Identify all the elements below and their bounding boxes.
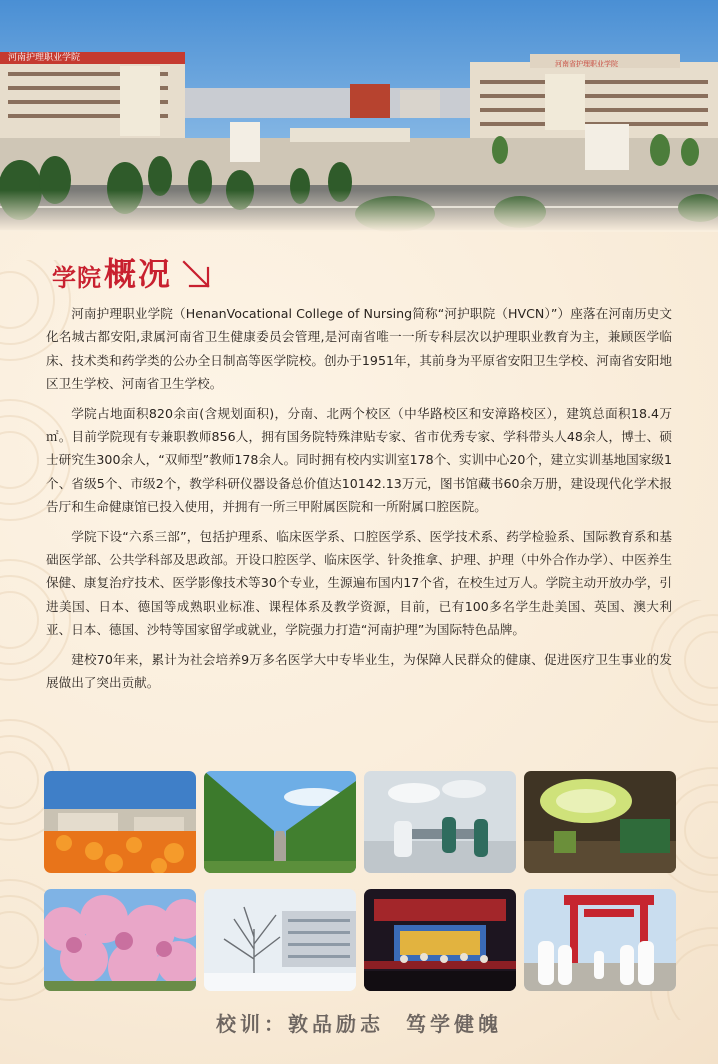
paragraph-history: 河南护理职业学院（HenanVocational College of Nursing简称“河护职院（HVCN）”）座落在河南历史文化名城古都安阳,隶属河南省卫生健康委员会管理,是河南省唯一一所专科层次以护理职业教育为主，兼顾医学临床、技术类和药学类的公办全日制高等医学院校。创办于1951年，其前身为平原省安阳卫生学校、河南省安阳地区卫生学校、河南省卫生学校。 <box>46 306 672 392</box>
school-motto <box>0 1008 718 1037</box>
motto-label: 校训： <box>216 1012 289 1036</box>
intro-body <box>46 302 672 701</box>
motto-part-2: 笃学健魄 <box>405 1012 502 1036</box>
diagonal-arrow-icon <box>180 258 214 290</box>
photo-nurses-arch <box>524 889 676 991</box>
photo-tree-avenue <box>204 771 356 873</box>
paragraph-facilities: 学院占地面积820余亩(含规划面积)，分南、北两个校区（中华路校区和安漳路校区），建筑总面积18.4万㎡。目前学院现有专兼职教师856人，拥有国务院特殊津贴专家、省市优秀专家、学科带头人48余人，博士、硕士研究生300余人，“双师型”教师178余人。同时拥有校内实训室178个、实训中心20个，建立实训基地国家级1个、省级5个、市级2个，教学科研仪器设备总价值达10142.13万元，图书馆藏书60余万册，建设现代化学术报告厅和生命健康馆已投入使用，并拥有一所三甲附属医院和一所附属口腔医院。 <box>46 405 672 515</box>
paragraph-achievements: 建校70年来，累计为社会培养9万多名医学大中专毕业生，为保障人民群众的健康、促进医疗卫生事业的发展做出了突出贡献。 <box>46 651 672 691</box>
campus-hero-photo <box>0 0 718 232</box>
photo-stage-performance <box>364 889 516 991</box>
photo-campus-flowers <box>44 771 196 873</box>
section-heading <box>52 250 214 293</box>
section-title-small: 学院 <box>52 263 102 292</box>
photo-snow-campus <box>204 889 356 991</box>
photo-operating-room <box>364 771 516 873</box>
section-title-big: 概况 <box>104 255 173 293</box>
motto-part-1: 敦品励志 <box>288 1012 385 1036</box>
paragraph-departments: 学院下设“六系三部”，包括护理系、临床医学系、口腔医学系、医学技术系、药学检验系、国际教育系和基础医学部、公共学科部及思政部。开设口腔医学、临床医学、针灸推拿、护理、护理（中外合作办学）、中医养生保健、康复治疗技术、医学影像技术等30个专业，生源遍布国内17个省，在校生过万人。学院主动开放办学，引进美国、日本、德国等成熟职业标准、课程体系及教学资源，目前，已有100多名学生赴美国、英国、澳大利亚、日本、德国、沙特等国家留学或就业，学院强力打造“河南护理”为国际特色品牌。 <box>46 528 672 638</box>
photo-blossom-trees <box>44 889 196 991</box>
photo-health-museum <box>524 771 676 873</box>
